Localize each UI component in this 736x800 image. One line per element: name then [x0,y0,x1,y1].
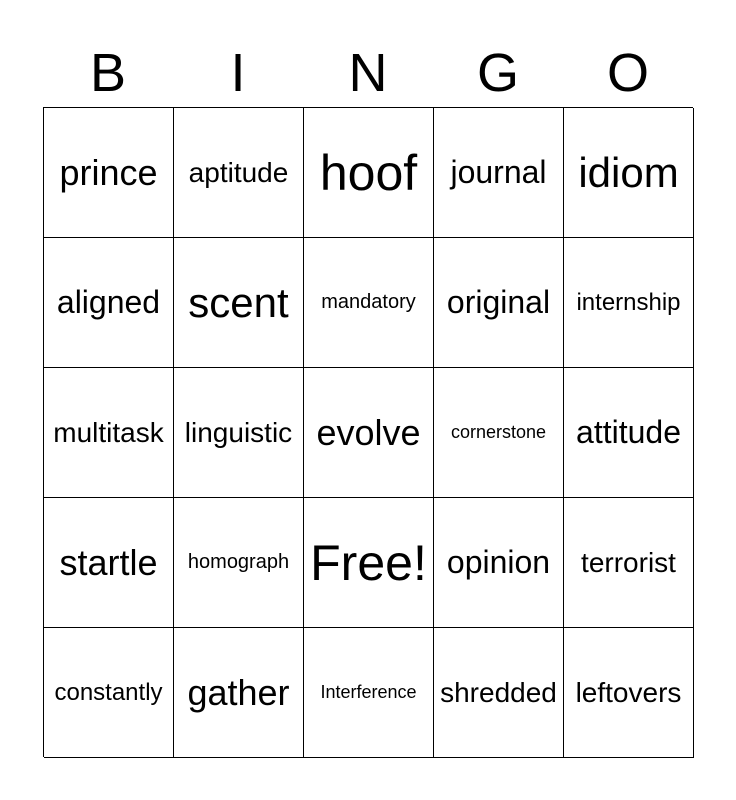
bingo-cell[interactable]: gather [174,628,304,758]
bingo-cell[interactable]: linguistic [174,368,304,498]
bingo-cell[interactable]: Interference [304,628,434,758]
header-letter-i: I [230,43,246,103]
bingo-header [43,38,693,108]
bingo-cell[interactable]: cornerstone [434,368,564,498]
free-space-cell[interactable]: Free! [304,498,434,628]
bingo-cell[interactable]: constantly [44,628,174,758]
bingo-cell[interactable]: idiom [564,108,694,238]
bingo-cell[interactable]: shredded [434,628,564,758]
bingo-cell[interactable]: attitude [564,368,694,498]
header-letter-o: O [606,43,649,103]
bingo-cell[interactable]: startle [44,498,174,628]
bingo-cell[interactable]: journal [434,108,564,238]
header-letter-n: N [348,43,388,103]
bingo-cell[interactable]: leftovers [564,628,694,758]
bingo-cell[interactable]: prince [44,108,174,238]
bingo-cell[interactable]: opinion [434,498,564,628]
bingo-cell[interactable]: terrorist [564,498,694,628]
bingo-card-grid [43,107,693,757]
bingo-cell[interactable]: scent [174,238,304,368]
bingo-cell[interactable]: hoof [304,108,434,238]
bingo-cell[interactable]: multitask [44,368,174,498]
bingo-cell[interactable]: internship [564,238,694,368]
bingo-cell[interactable]: homograph [174,498,304,628]
bingo-cell[interactable]: original [434,238,564,368]
header-letter-g: G [476,43,519,103]
header-letter-b: B [89,43,127,103]
bingo-cell[interactable]: mandatory [304,238,434,368]
bingo-cell[interactable]: aptitude [174,108,304,238]
bingo-cell[interactable]: aligned [44,238,174,368]
bingo-cell[interactable]: evolve [304,368,434,498]
